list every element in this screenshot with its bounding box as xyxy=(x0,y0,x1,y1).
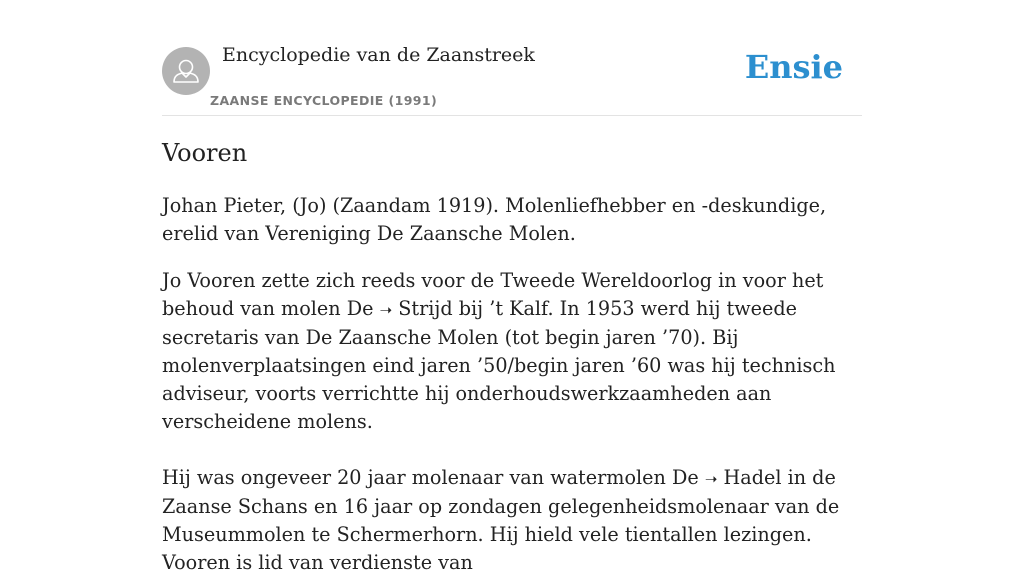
arrow-right-icon: ➝ xyxy=(704,470,718,488)
paragraph-text: bij ’t Kalf. In 1953 werd hij tweede secretaris van De Zaansche Molen (tot begin jaren ’70). Bij molenverplaatsingen eind jaren ’50/begin jaren ’60 was hij technisch adviseur, voorts verrichtte hij onderhoudswerkzaamheden aan verscheidene molens. xyxy=(162,297,836,433)
paragraph-miller xyxy=(162,464,862,577)
paragraph-text: Hij was ongeveer 20 jaar molenaar van watermolen De xyxy=(162,466,705,489)
entry-title: Vooren xyxy=(162,139,248,167)
paragraph-text: in de Zaanse Schans en 16 jaar op zondagen gelegenheidsmolenaar van de Museummolen te Schermerhorn. Hij hield vele tientallen lezingen. Vooren is lid van verdienste van xyxy=(162,466,840,574)
paragraph-intro: Johan Pieter, (Jo) (Zaandam 1919). Molenliefhebber en -deskundige, erelid van Vereniging De Zaansche Molen. xyxy=(162,194,827,245)
cross-reference-link-strijd[interactable] xyxy=(380,297,453,320)
paragraph-text: Jo Vooren zette zich reeds voor de Tweede Wereldoorlog in voor het behoud van molen De xyxy=(162,269,824,320)
arrow-right-icon: ➝ xyxy=(379,301,393,319)
cross-reference-link-hadel[interactable] xyxy=(705,466,782,489)
user-silhouette-icon[interactable] xyxy=(162,47,210,95)
article-container xyxy=(162,0,862,574)
source-title[interactable]: Encyclopedie van de Zaanstreek xyxy=(222,44,535,66)
cross-reference-label: Hadel xyxy=(723,466,782,489)
source-header xyxy=(162,0,862,116)
paragraph-history xyxy=(162,267,862,436)
entry-body xyxy=(162,192,862,577)
cross-reference-label: Strijd xyxy=(398,297,453,320)
source-subtitle: ZAANSE ENCYCLOPEDIE (1991) xyxy=(210,93,438,108)
ensie-logo[interactable]: Ensie xyxy=(744,48,843,86)
